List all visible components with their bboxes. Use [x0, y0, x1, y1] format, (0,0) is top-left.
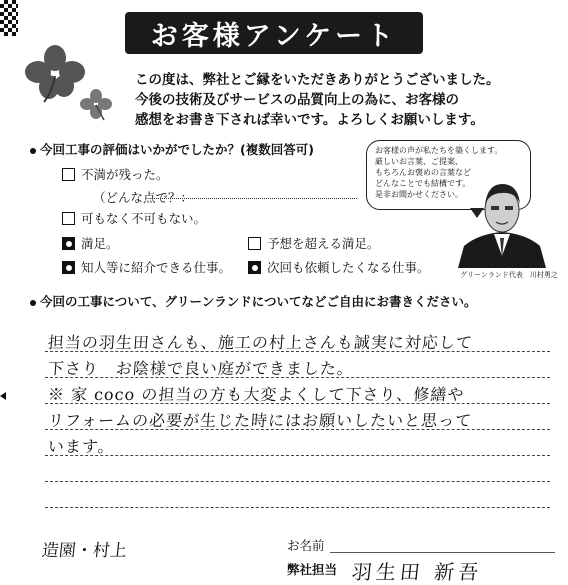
- handwritten-line: ※ 家 coco の担当の方も大変よくして下さり、修繕や: [47, 385, 466, 404]
- bullet-icon: [30, 148, 36, 154]
- bullet-icon: [30, 300, 36, 306]
- intro-line: この度は、弊社とご縁をいただきありがとうございました。: [135, 72, 500, 88]
- question-1-label: 今回工事の評価はいかがでしたか？(複数回答可): [40, 142, 314, 157]
- option-label: 知人等に紹介できる仕事。: [81, 260, 232, 275]
- intro-line: 感想をお書き下されば幸いです。よろしくお願いします。: [135, 112, 484, 128]
- option-again[interactable]: [248, 258, 430, 276]
- checkbox-checked[interactable]: [62, 261, 75, 274]
- page-edge-arrow-icon: [0, 392, 6, 400]
- option-label: 可もなく不可もない。: [81, 211, 207, 226]
- option-exceeded[interactable]: [248, 234, 380, 252]
- checkbox[interactable]: [248, 237, 261, 250]
- what-points-line[interactable]: [150, 198, 357, 199]
- writing-line: [45, 455, 550, 456]
- checkbox-checked[interactable]: [248, 261, 261, 274]
- checkbox[interactable]: [62, 212, 75, 225]
- option-label: 満足。: [81, 236, 119, 251]
- checkbox-checked[interactable]: [62, 237, 75, 250]
- what-points-label: （どんな点で？：: [93, 190, 194, 205]
- president-photo: [458, 176, 546, 268]
- option-label: 次回も依頼したくなる仕事。: [267, 260, 430, 275]
- bubble-line: 是非お聞かせください。: [375, 190, 463, 199]
- option-satisfied[interactable]: [62, 234, 119, 252]
- clover-small-icon: [78, 88, 114, 122]
- option-label: 不満が残った。: [81, 167, 169, 182]
- option-neutral[interactable]: [62, 209, 206, 227]
- photo-caption: グリーンランド代表 川村勇之: [460, 271, 558, 279]
- handwritten-signature: 造園・村上: [40, 541, 128, 561]
- option-dissatisfied[interactable]: [62, 165, 169, 183]
- handwritten-line: リフォームの必要が生じた時にはお願いしたいと思って: [47, 411, 473, 430]
- corner-checker-pattern: [0, 0, 18, 36]
- handwritten-line: 担当の羽生田さんも、施工の村上さんも誠実に対応して: [47, 333, 474, 352]
- handwritten-line: います。: [47, 437, 116, 456]
- rep-name-handwritten: 羽生田 新吾: [350, 560, 484, 584]
- intro-line: 今後の技術及びサービスの品質向上の為に、お客様の: [135, 92, 459, 108]
- page-title: お客様アンケート: [125, 12, 423, 54]
- name-field[interactable]: [330, 552, 555, 553]
- bubble-line: 厳しいお言葉、ご提案、: [375, 157, 463, 166]
- writing-line: [45, 481, 550, 482]
- option-label: 予想を超える満足。: [267, 236, 380, 251]
- handwritten-line: 下さり お陰様で良い庭ができました。: [47, 359, 355, 378]
- rep-label: 弊社担当: [287, 562, 338, 577]
- question-2-label: 今回の工事について、グリーンランドについてなどご自由にお書きください。: [40, 294, 477, 309]
- bubble-line: もちろんお褒めの言葉など: [375, 168, 471, 177]
- question-2: [30, 292, 477, 310]
- option-recommend[interactable]: [62, 258, 231, 276]
- question-1: [30, 140, 314, 158]
- name-label: お名前: [287, 538, 325, 553]
- bubble-line: お客様の声が私たちを築くします。: [375, 146, 503, 155]
- writing-line: [45, 507, 550, 508]
- intro-text: [135, 70, 545, 130]
- checkbox[interactable]: [62, 168, 75, 181]
- what-points-prompt: [93, 188, 193, 206]
- bubble-line: どんなことでも結構です。: [375, 179, 471, 188]
